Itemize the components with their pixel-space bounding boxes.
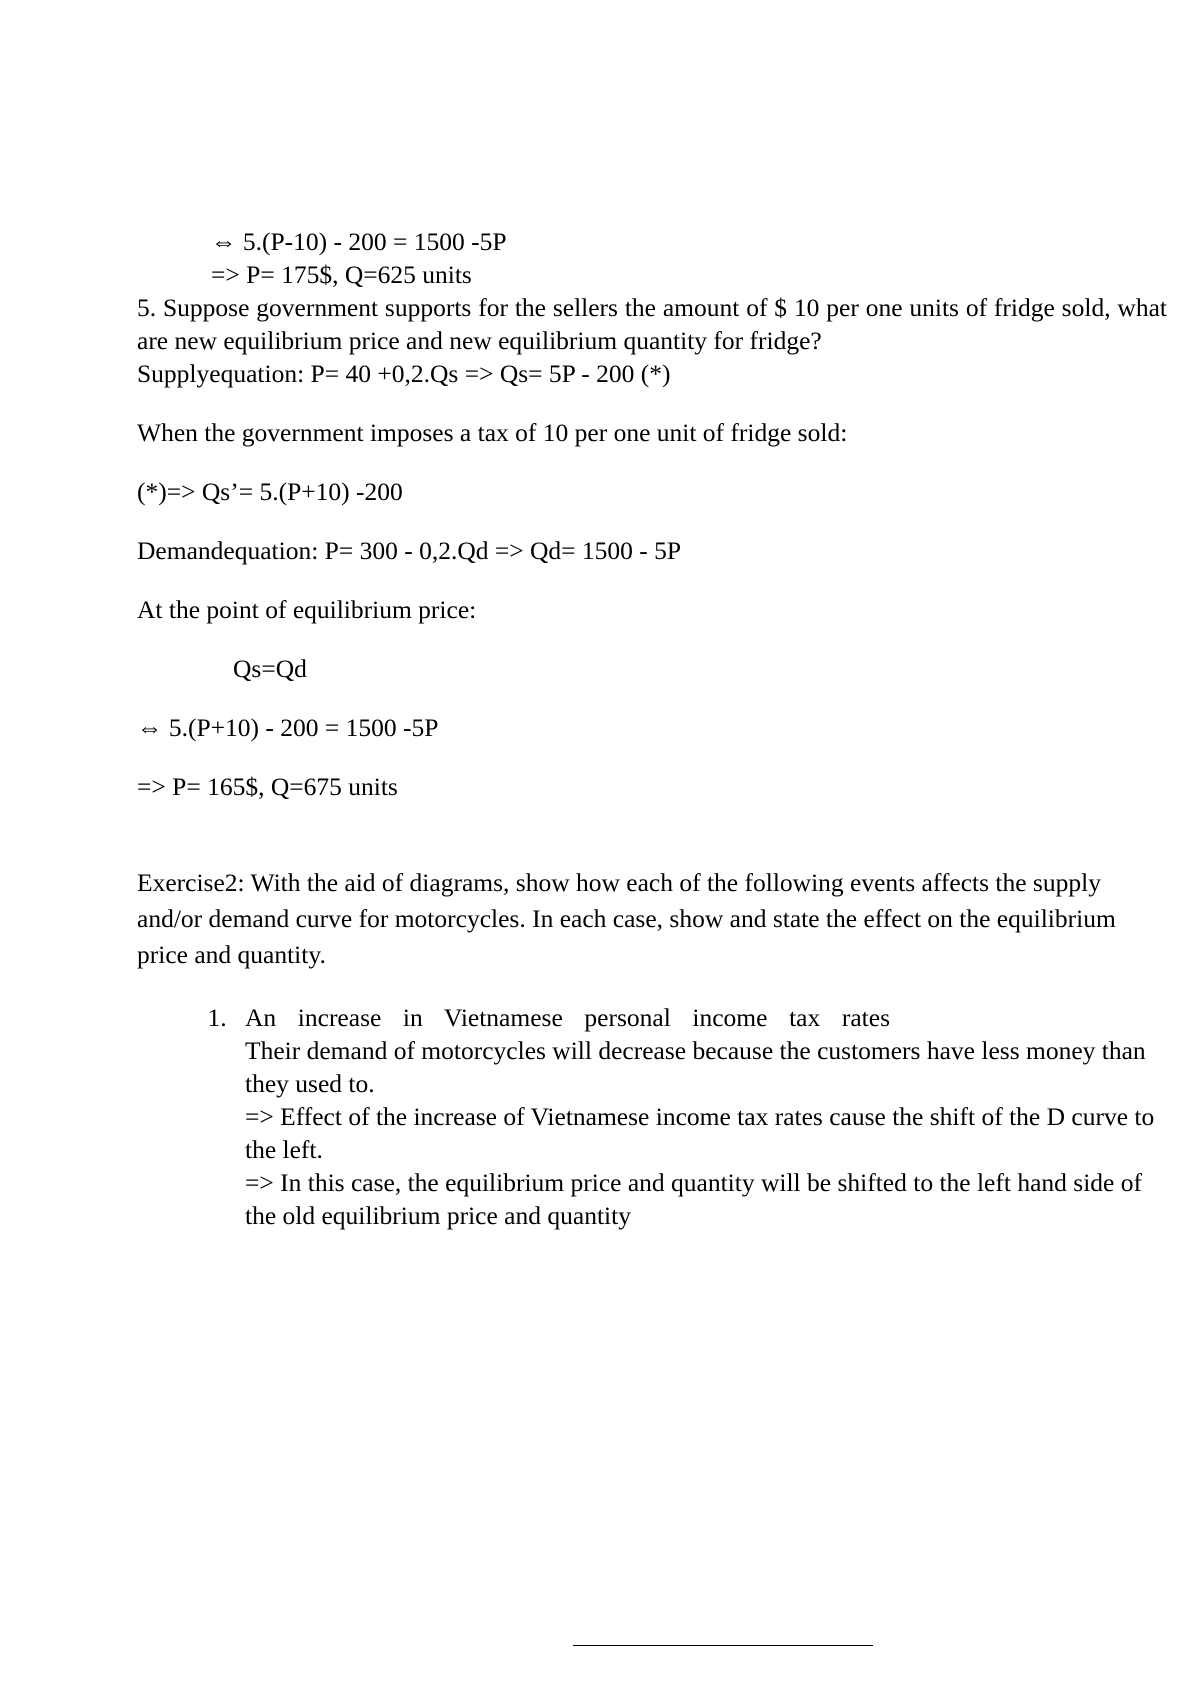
list-item-body-1: Their demand of motorcycles will decrease because the customers have less money than they used to. (245, 1036, 1146, 1098)
demand-equation: Demandequation: P= 300 - 0,2.Qd => Qd= 1500 - 5P (137, 536, 682, 565)
equilibrium-result: => P= 165$, Q=675 units (137, 772, 398, 801)
equation-line-1: ⇔ 5.(P-10) - 200 = 1500 -5P (211, 227, 507, 256)
document-body (137, 225, 1167, 1232)
footer-divider (573, 1645, 873, 1646)
qs-prime-equation: (*)=> Qs’= 5.(P+10) -200 (137, 477, 403, 506)
equation-line-2: => P= 175$, Q=625 units (211, 260, 472, 289)
tax-note: When the government imposes a tax of 10 per one unit of fridge sold: (137, 418, 848, 447)
list-item (233, 1001, 1167, 1232)
list-item-heading: 1. An increase in Vietnamese personal income tax rates (245, 1003, 890, 1032)
list-item-body-3: => In this case, the equilibrium price and quantity will be shifted to the left hand side of the old equilibrium price and quantity (245, 1168, 1142, 1230)
equilibrium-equation: ⇔ 5.(P+10) - 200 = 1500 -5P (137, 713, 439, 742)
equilibrium-intro: At the point of equilibrium price: (137, 595, 477, 624)
exercise-2-list (137, 1001, 1167, 1232)
qs-equals-qd: Qs=Qd (233, 654, 307, 683)
list-item-body-2: => Effect of the increase of Vietnamese income tax rates cause the shift of the D curve to the left. (245, 1102, 1155, 1164)
question-5-text: 5. Suppose government supports for the sellers the amount of $ 10 per one units of fridge sold, what are new equilibrium price and new equilibrium quantity for fridge? (137, 293, 1167, 355)
exercise-2-intro: Exercise2: With the aid of diagrams, show how each of the following events affects the supply and/or demand curve for motorcycles. In each case, show and state the effect on the equilibrium price and quantity. (137, 868, 1116, 969)
supply-equation: Supplyequation: P= 40 +0,2.Qs => Qs= 5P - 200 (*) (137, 359, 671, 388)
